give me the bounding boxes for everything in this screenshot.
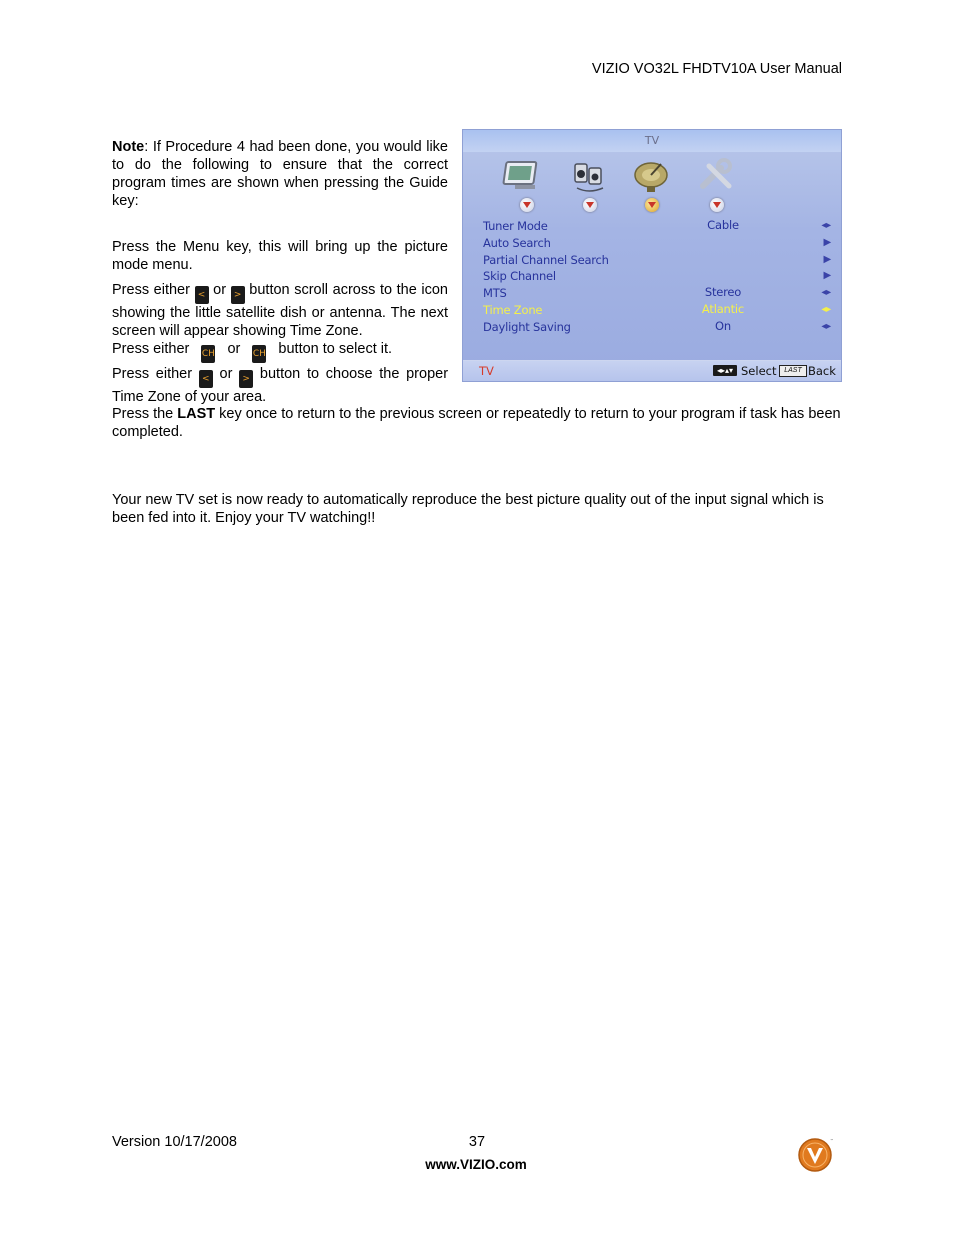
menu-row-label: Daylight Saving: [483, 319, 571, 334]
navigation-arrows-icon: ◂▸▴▾: [713, 365, 737, 376]
svg-text:™: ™: [830, 1138, 834, 1143]
last-text-b: key once to return to the previous screen or repeatedly to return to your program if task has been completed.: [112, 406, 841, 440]
last-key-icon: LAST: [779, 365, 807, 377]
menu-row-value: Cable: [707, 218, 739, 232]
left-right-arrows-icon: ◂▸: [821, 287, 831, 299]
menu-row-time-zone[interactable]: [481, 302, 833, 319]
menu-row-partial-channel-search[interactable]: [481, 252, 833, 269]
menu-row-label: Auto Search: [483, 235, 551, 250]
vol-minus-button-icon-2: <: [199, 370, 213, 388]
play-arrow-icon: ▶: [823, 270, 831, 282]
step4-text-b: button to choose the proper Time Zone of your area.: [112, 366, 449, 405]
left-right-arrows-icon: ◂▸: [821, 220, 831, 231]
left-right-arrows-icon: ◂▸: [821, 320, 831, 332]
step-choose-timezone: [112, 365, 448, 406]
menu-row-label: Time Zone: [483, 302, 543, 317]
step-select: [112, 340, 448, 363]
ch-down-button-icon: CH: [201, 345, 215, 363]
monitor-icon: [503, 158, 547, 194]
menu-arrow-3-active: [645, 198, 659, 212]
menu-row-daylight-saving[interactable]: [481, 319, 833, 336]
play-arrow-icon: ▶: [823, 253, 831, 265]
wrench-icon: [695, 158, 739, 194]
menu-rows: [481, 218, 833, 336]
menu-bottom-bar: [463, 360, 841, 381]
play-arrow-icon: ▶: [823, 236, 831, 248]
note-text: : If Procedure 4 had been done, you would like to do the following to ensure that the correct program times are shown when pressing the Guide key:: [112, 139, 448, 209]
last-key-paragraph: [112, 405, 842, 441]
footer-version: Version 10/17/2008: [112, 1134, 237, 1150]
step4-or: or: [219, 366, 233, 382]
menu-arrow-1: [520, 198, 534, 212]
menu-source-label: TV: [479, 364, 494, 378]
step3-text-a: Press either: [112, 341, 190, 357]
note-paragraph: [112, 138, 448, 210]
menu-arrow-4: [710, 198, 724, 212]
closing-text: Your new TV set is now ready to automatically reproduce the best picture quality out of the input signal which is been fed into it. Enjoy your TV watching!!: [112, 492, 824, 526]
last-text-a: Press the: [112, 406, 178, 422]
step4-text-a: Press either: [112, 366, 193, 382]
last-key-label: LAST: [177, 406, 216, 422]
menu-row-auto-search[interactable]: [481, 235, 833, 252]
vol-minus-button-icon: <: [195, 286, 209, 304]
select-hint: Select: [741, 364, 777, 378]
menu-row-label: Tuner Mode: [483, 219, 548, 233]
menu-row-tuner-mode[interactable]: [481, 218, 833, 235]
menu-row-label: MTS: [483, 286, 507, 301]
menu-arrow-2: [583, 198, 597, 212]
menu-title: TV: [644, 134, 660, 147]
tv-menu-screenshot: [462, 129, 842, 382]
step2-text-a: Press either: [112, 282, 190, 298]
vol-plus-button-icon: >: [231, 286, 245, 304]
left-right-arrows-icon: ◂▸: [821, 303, 831, 315]
page-number: 37: [468, 1134, 486, 1150]
step-scroll: [112, 281, 448, 340]
menu-row-value: On: [715, 318, 731, 333]
menu-row-label: Skip Channel: [483, 269, 556, 284]
menu-row-mts[interactable]: [481, 285, 833, 302]
step3-text-b: button to select it.: [278, 341, 393, 357]
satellite-dish-icon: [629, 158, 673, 194]
step2-text-b: button scroll across to the icon showing the little satellite dish or antenna. The next screen will appear showing Time Zone.: [112, 282, 448, 339]
menu-row-label: Partial Channel Search: [483, 252, 609, 267]
note-label: Note: [112, 139, 145, 155]
vol-plus-button-icon-2: >: [239, 370, 253, 388]
menu-row-value: Atlantic: [701, 301, 745, 316]
menu-row-value: Stereo: [704, 285, 742, 300]
back-hint: Back: [808, 364, 836, 378]
step-menu-key: [112, 238, 448, 274]
menu-row-skip-channel[interactable]: [481, 268, 833, 285]
step1-text: Press the Menu key, this will bring up the picture mode menu.: [112, 239, 448, 273]
page-header-title: VIZIO VO32L FHDTV10A User Manual: [591, 61, 842, 77]
step3-or: or: [227, 341, 241, 357]
step2-or: or: [213, 282, 227, 298]
footer-url: www.VIZIO.com: [425, 1157, 527, 1172]
closing-paragraph: [112, 491, 842, 527]
vizio-logo-icon: [797, 1137, 833, 1173]
speakers-icon: [567, 158, 611, 194]
ch-up-button-icon: CH: [252, 345, 266, 363]
